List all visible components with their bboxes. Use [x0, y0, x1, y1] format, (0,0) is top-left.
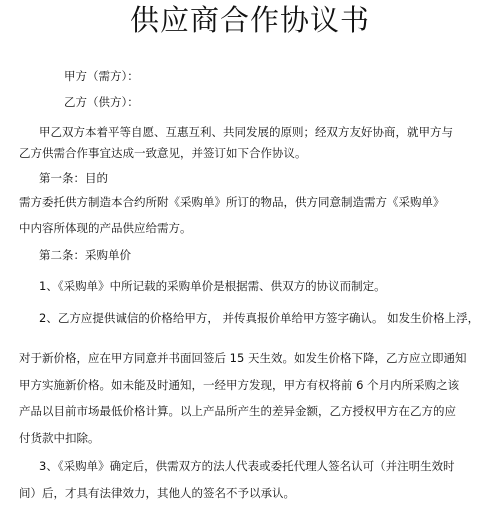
- article-1-heading: 第一条：目的: [39, 171, 108, 185]
- article-1-line-2: 中内容所体现的产品供应给需方。: [19, 221, 192, 235]
- article-2-item-3-line-2: 间）后，才具有法律效力，其他人的签名不予以承认。: [19, 486, 295, 500]
- article-2-item-3-line-1: 3、《采购单》确定后，供需双方的法人代表或委托代理人签名认可（并注明生效时: [39, 459, 455, 473]
- party-a-label: 甲方（需方）：: [64, 69, 139, 83]
- article-2-item-1: 1、《采购单》中所记载的采购单价是根据需、供双方的协议而制定。: [39, 279, 386, 293]
- party-b-label: 乙方（供方）：: [64, 95, 139, 109]
- intro-line-2: 乙方供需合作事宜达成一致意见，并签订如下合作协议。: [19, 146, 307, 160]
- document-title: 供应商合作协议书: [129, 3, 370, 37]
- article-2-item-2-line-1: 2、乙方应提供诚信的价格给甲方， 并传真报价单给甲方签字确认。 如发生价格上浮，: [39, 311, 480, 325]
- article-2-item-2-line-5: 付货款中扣除。: [19, 431, 100, 445]
- article-2-item-2-line-3: 甲方实施新价格。如未能及时通知，一经甲方发现，甲方有权将前 6 个月内所采购之该: [19, 378, 460, 392]
- article-2-item-2-line-4: 产品以目前市场最低价格计算。以上产品所产生的差异金额，乙方授权甲方在乙方的应: [19, 404, 456, 418]
- article-2-heading: 第二条：采购单价: [39, 248, 131, 262]
- intro-line-1: 甲乙双方本着平等自愿、互惠互利、共同发展的原则；经双方友好协商，就甲方与: [39, 125, 453, 139]
- article-2-item-2-line-2: 对于新价格，应在甲方同意并书面回签后 15 天生效。如发生价格下降，乙方应立即通知: [19, 351, 467, 365]
- article-1-line-1: 需方委托供方制造本合约所附《采购单》所订的物品，供方同意制造需方《采购单》: [19, 195, 445, 209]
